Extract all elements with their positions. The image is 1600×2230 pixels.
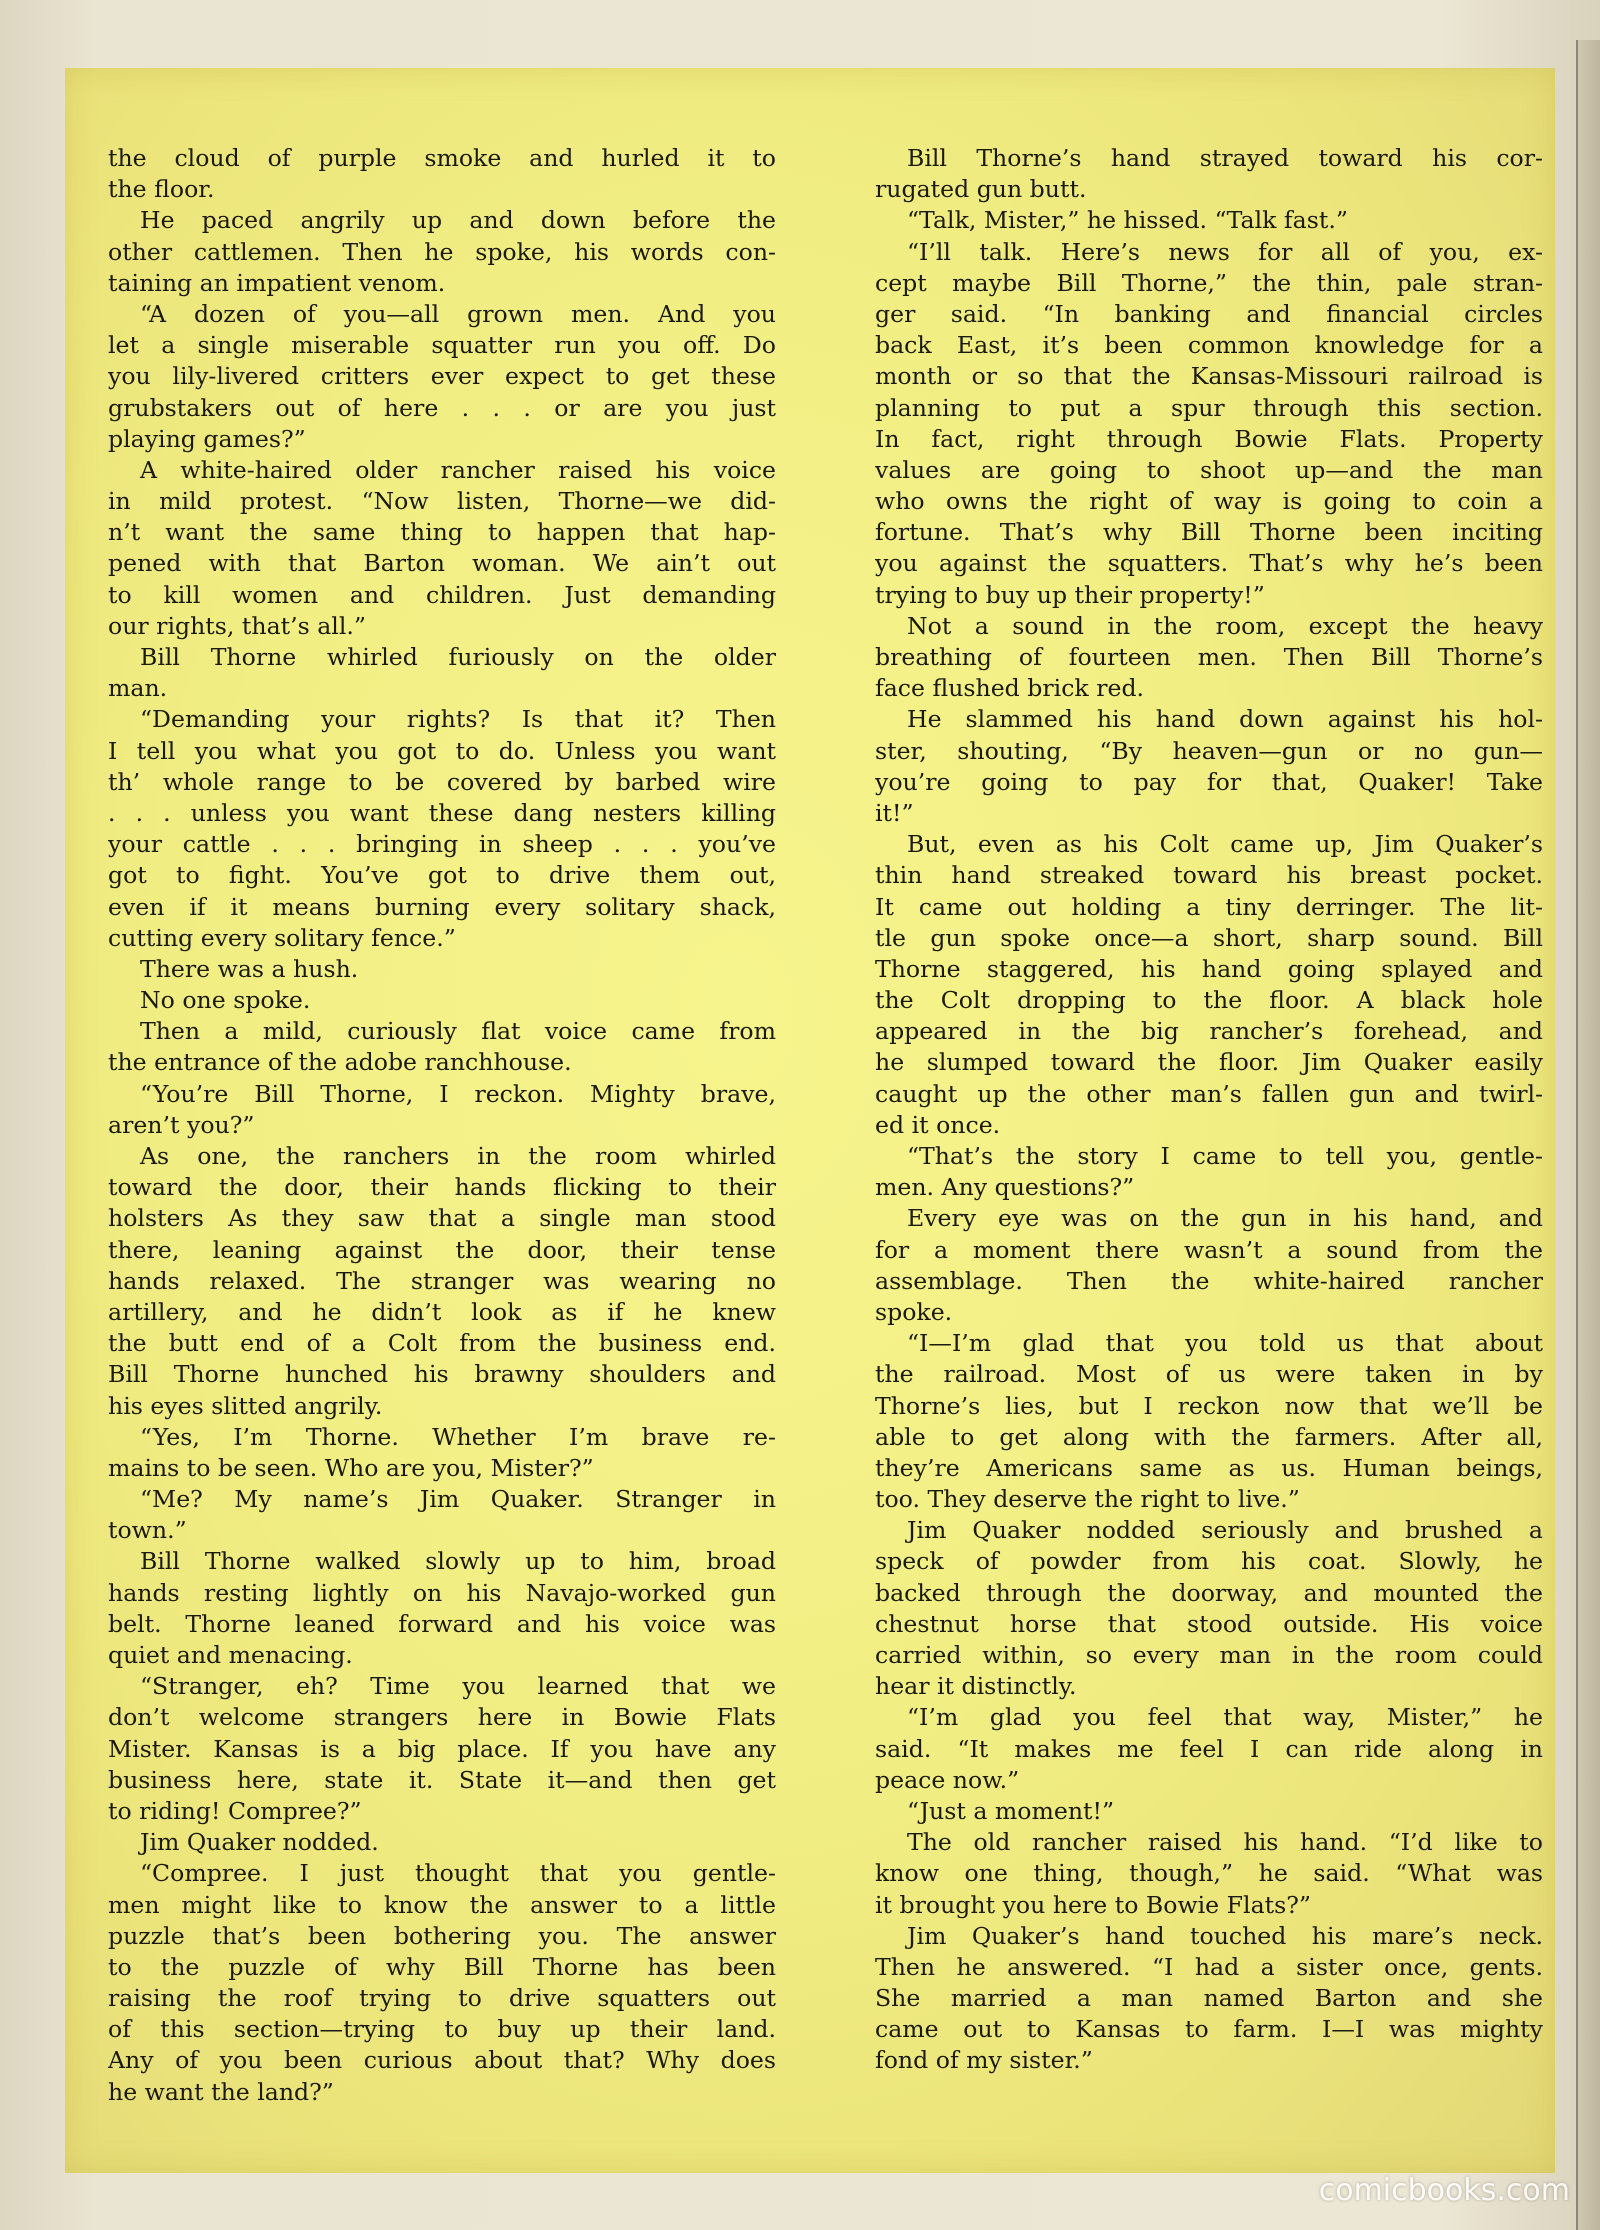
text-line: “Compree. I just thought that you gentle- xyxy=(140,1859,776,1888)
text-line: appeared in the big rancher’s forehead, and xyxy=(875,1017,1543,1046)
text-line: “You’re Bill Thorne, I reckon. Mighty brave, xyxy=(140,1079,776,1108)
text-line: the entrance of the adobe ranchhouse. xyxy=(108,1048,572,1077)
text-line: pened with that Barton woman. We ain’t out xyxy=(108,549,776,578)
text-line: Every eye was on the gun in his hand, and xyxy=(907,1204,1543,1233)
text-line: it!” xyxy=(875,798,914,827)
text-line: Bill Thorne whirled furiously on the older xyxy=(140,643,776,671)
text-line: other cattlemen. Then he spoke, his words con- xyxy=(108,237,776,266)
text-line: caught up the other man’s fallen gun and twirl- xyxy=(875,1079,1543,1108)
text-line: It came out holding a tiny derringer. The lit- xyxy=(875,892,1543,921)
text-line: toward the door, their hands flicking to their xyxy=(108,1173,776,1202)
text-line: “Just a moment!” xyxy=(907,1796,1115,1825)
text-line: fond of my sister.” xyxy=(875,2046,1093,2075)
text-line: Any of you been curious about that? Why does xyxy=(108,2046,776,2075)
text-line: cutting every solitary fence.” xyxy=(108,923,456,952)
text-line: Bill Thorne’s hand strayed toward his cor- xyxy=(907,144,1543,172)
text-line: spoke. xyxy=(875,1297,953,1326)
watermark: comicbooks.com xyxy=(1318,2173,1570,2208)
text-line: came out to Kansas to farm. I—I was mighty xyxy=(875,2015,1543,2044)
text-line: Jim Quaker nodded seriously and brushed a xyxy=(907,1516,1543,1545)
text-line: holsters As they saw that a single man stood xyxy=(108,1204,776,1233)
text-line: the butt end of a Colt from the business end. xyxy=(108,1329,776,1358)
text-line: grubstakers out of here . . . or are you just xyxy=(108,393,776,422)
text-line: you against the squatters. That’s why he’s been xyxy=(875,549,1543,578)
text-line: Thorne’s lies, but I reckon now that we’ll be xyxy=(875,1391,1543,1420)
text-line: I tell you what you got to do. Unless you want xyxy=(108,736,776,765)
text-line: in mild protest. “Now listen, Thorne—we did- xyxy=(108,487,776,516)
text-line: to kill women and children. Just demanding xyxy=(108,580,776,609)
text-line: who owns the right of way is going to coin a xyxy=(875,487,1543,516)
text-line: “A dozen of you—all grown men. And you xyxy=(140,299,776,328)
text-line: raising the roof trying to drive squatters out xyxy=(108,1984,776,2013)
text-line: ger said. “In banking and financial circles xyxy=(875,299,1543,328)
text-line: The old rancher raised his hand. “I’d like to xyxy=(907,1828,1543,1857)
text-line: let a single miserable squatter run you off. Do xyxy=(108,331,776,360)
text-line: ster, shouting, “By heaven—gun or no gun— xyxy=(875,736,1543,765)
text-line: Bill Thorne walked slowly up to him, broad xyxy=(140,1547,776,1576)
text-line: In fact, right through Bowie Flats. Property xyxy=(875,424,1543,453)
text-line: your cattle . . . bringing in sheep . . . you’ve xyxy=(108,830,776,859)
text-line: Mister. Kansas is a big place. If you have any xyxy=(108,1734,776,1763)
text-line: quiet and menacing. xyxy=(108,1641,353,1669)
text-line: There was a hush. xyxy=(140,954,359,983)
text-line: month or so that the Kansas-Missouri railroad is xyxy=(875,362,1543,391)
text-line: “I—I’m glad that you told us that about xyxy=(907,1329,1543,1358)
text-line: fortune. That’s why Bill Thorne been inciting xyxy=(875,518,1543,547)
text-line: men. Any questions?” xyxy=(875,1173,1135,1202)
text-line: Then a mild, curiously flat voice came from xyxy=(140,1017,776,1046)
text-line: Bill Thorne hunched his brawny shoulders and xyxy=(108,1360,776,1389)
adjacent-page-edge xyxy=(1576,40,1600,2230)
text-line: it brought you here to Bowie Flats?” xyxy=(875,1890,1311,1919)
text-line: men might like to know the answer to a little xyxy=(108,1890,776,1919)
text-line: hands relaxed. The stranger was wearing no xyxy=(108,1266,776,1295)
text-line: there, leaning against the door, their tense xyxy=(108,1235,776,1264)
text-line: face flushed brick red. xyxy=(875,674,1145,703)
text-line: our rights, that’s all.” xyxy=(108,611,366,640)
text-line: “Demanding your rights? Is that it? Then xyxy=(140,705,776,734)
right-text-column xyxy=(875,143,1543,2077)
text-line: hear it distinctly. xyxy=(875,1672,1077,1701)
text-line: trying to buy up their property!” xyxy=(875,580,1265,609)
text-line: “Yes, I’m Thorne. Whether I’m brave re- xyxy=(140,1422,776,1451)
text-line: As one, the ranchers in the room whirled xyxy=(140,1142,776,1170)
text-line: carried within, so every man in the room could xyxy=(875,1641,1543,1669)
text-line: He slammed his hand down against his hol- xyxy=(907,705,1543,734)
text-line: speck of powder from his coat. Slowly, he xyxy=(875,1547,1543,1576)
text-line: the floor. xyxy=(108,175,215,204)
text-line: assemblage. Then the white-haired rancher xyxy=(875,1266,1543,1295)
text-line: th’ whole range to be covered by barbed wire xyxy=(108,767,776,796)
text-line: values are going to shoot up—and the man xyxy=(875,455,1543,484)
text-line: they’re Americans same as us. Human beings, xyxy=(875,1453,1543,1482)
text-line: said. “It makes me feel I can ride along in xyxy=(875,1734,1543,1763)
text-line: able to get along with the farmers. After all, xyxy=(875,1422,1543,1451)
text-line: he slumped toward the floor. Jim Quaker easily xyxy=(875,1048,1543,1077)
text-line: thin hand streaked toward his breast pocket. xyxy=(875,861,1543,890)
text-line: of this section—trying to buy up their land. xyxy=(108,2015,776,2044)
text-line: belt. Thorne leaned forward and his voice was xyxy=(108,1609,776,1638)
text-line: taining an impatient venom. xyxy=(108,268,446,297)
text-line: the railroad. Most of us were taken in by xyxy=(875,1360,1543,1389)
text-line: “I’ll talk. Here’s news for all of you, ex- xyxy=(907,237,1543,266)
text-line: Not a sound in the room, except the heavy xyxy=(907,611,1543,640)
text-line: backed through the doorway, and mounted the xyxy=(875,1578,1543,1607)
text-line: . . . unless you want these dang nesters killing xyxy=(108,798,776,827)
text-line: artillery, and he didn’t look as if he knew xyxy=(108,1297,776,1326)
text-line: too. They deserve the right to live.” xyxy=(875,1485,1300,1514)
text-line: No one spoke. xyxy=(140,986,311,1015)
text-line: hands resting lightly on his Navajo-worked gun xyxy=(108,1578,776,1607)
text-line: Jim Quaker nodded. xyxy=(140,1828,379,1857)
text-line: puzzle that’s been bothering you. The answer xyxy=(108,1921,776,1950)
text-line: “Talk, Mister,” he hissed. “Talk fast.” xyxy=(907,206,1348,235)
text-line: even if it means burning every solitary shack, xyxy=(108,892,776,921)
text-line: Thorne staggered, his hand going splayed and xyxy=(875,954,1543,983)
text-line: for a moment there wasn’t a sound from the xyxy=(875,1235,1543,1264)
text-line: She married a man named Barton and she xyxy=(875,1984,1543,2013)
text-line: peace now.” xyxy=(875,1765,1020,1794)
text-line: the Colt dropping to the floor. A black hole xyxy=(875,986,1543,1015)
left-text-column xyxy=(108,143,776,2108)
text-line: aren’t you?” xyxy=(108,1110,255,1139)
text-line: “Me? My name’s Jim Quaker. Stranger in xyxy=(140,1485,776,1514)
text-line: Jim Quaker’s hand touched his mare’s neck. xyxy=(907,1921,1543,1950)
text-line: “I’m glad you feel that way, Mister,” he xyxy=(907,1703,1543,1732)
text-line: to the puzzle of why Bill Thorne has been xyxy=(108,1952,776,1981)
text-line: ed it once. xyxy=(875,1110,1001,1139)
text-line: playing games?” xyxy=(108,424,306,453)
text-line: But, even as his Colt came up, Jim Quaker’s xyxy=(907,830,1543,859)
text-line: his eyes slitted angrily. xyxy=(108,1391,383,1420)
text-line: cept maybe Bill Thorne,” the thin, pale stran- xyxy=(875,268,1543,297)
text-line: tle gun spoke once—a short, sharp sound. Bill xyxy=(875,923,1543,952)
text-line: Then he answered. “I had a sister once, gents. xyxy=(875,1952,1543,1981)
text-line: He paced angrily up and down before the xyxy=(140,206,776,235)
text-line: know one thing, though,” he said. “What was xyxy=(875,1859,1543,1888)
text-line: “Stranger, eh? Time you learned that we xyxy=(140,1672,776,1701)
text-line: man. xyxy=(108,674,168,703)
text-line: town.” xyxy=(108,1516,187,1545)
text-line: “That’s the story I came to tell you, gentle- xyxy=(907,1142,1543,1170)
text-line: A white-haired older rancher raised his voice xyxy=(140,455,776,484)
story-page xyxy=(65,68,1555,2173)
text-line: got to fight. You’ve got to drive them out, xyxy=(108,861,776,890)
text-line: back East, it’s been common knowledge for a xyxy=(875,331,1543,360)
text-line: n’t want the same thing to happen that hap- xyxy=(108,518,776,547)
text-line: to riding! Compree?” xyxy=(108,1796,362,1825)
text-line: don’t welcome strangers here in Bowie Flats xyxy=(108,1703,776,1732)
text-line: business here, state it. State it—and then get xyxy=(108,1765,776,1794)
text-line: mains to be seen. Who are you, Mister?” xyxy=(108,1453,594,1482)
text-line: you lily-livered critters ever expect to get these xyxy=(108,362,776,391)
text-line: chestnut horse that stood outside. His voice xyxy=(875,1609,1543,1638)
text-line: planning to put a spur through this section. xyxy=(875,393,1543,422)
text-line: rugated gun butt. xyxy=(875,175,1087,204)
text-line: breathing of fourteen men. Then Bill Thorne’s xyxy=(875,643,1543,671)
text-line: you’re going to pay for that, Quaker! Take xyxy=(875,767,1543,796)
text-line: the cloud of purple smoke and hurled it to xyxy=(108,144,776,172)
text-line: he want the land?” xyxy=(108,2077,334,2106)
